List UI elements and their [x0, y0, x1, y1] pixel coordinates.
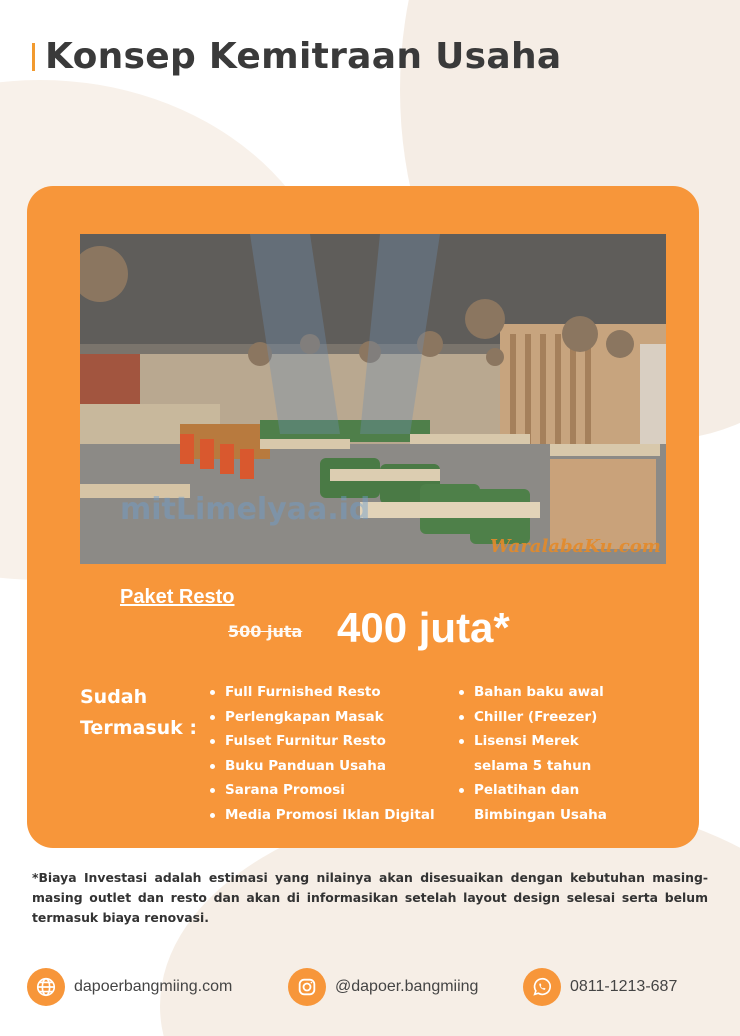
globe-icon	[27, 968, 65, 1006]
contact-whatsapp[interactable]	[523, 968, 677, 1006]
restaurant-photo	[80, 234, 666, 564]
title-accent-bar	[32, 43, 35, 71]
website-link[interactable]: dapoerbangmiing.com	[74, 978, 233, 995]
instagram-icon	[288, 968, 326, 1006]
package-name: Paket Resto	[120, 586, 235, 608]
contact-website[interactable]	[27, 968, 232, 1006]
list-item: Lisensi Merek	[457, 729, 607, 754]
included-label-line1: Sudah	[80, 686, 148, 708]
package-card	[27, 186, 699, 848]
list-item: selama 5 tahun	[474, 757, 592, 774]
new-price: 400 juta*	[337, 604, 510, 651]
instagram-handle[interactable]: @dapoer.bangmiing	[335, 978, 479, 995]
photo-watermark: WaralabaKu.com	[490, 536, 661, 557]
list-item: Bimbingan Usaha	[474, 806, 607, 823]
list-item: Full Furnished Resto	[208, 680, 435, 705]
list-item: Sarana Promosi	[208, 778, 435, 803]
included-label-line2: Termasuk :	[80, 717, 197, 739]
header	[32, 36, 562, 77]
list-item: Buku Panduan Usaha	[208, 754, 435, 779]
whatsapp-number[interactable]: 0811-1213-687	[570, 978, 678, 995]
photo-watermark: mitLimelyaa.id	[120, 492, 371, 527]
included-list-right	[457, 680, 607, 827]
page-title: Konsep Kemitraan Usaha	[45, 36, 562, 77]
contact-instagram[interactable]	[288, 968, 478, 1006]
list-item: Perlengkapan Masak	[208, 705, 435, 730]
whatsapp-icon	[523, 968, 561, 1006]
list-item: Fulset Furnitur Resto	[208, 729, 435, 754]
included-label	[80, 682, 197, 744]
old-price: 500 juta	[228, 622, 303, 641]
list-item: Pelatihan dan	[457, 778, 607, 803]
list-item: Chiller (Freezer)	[457, 705, 607, 730]
list-item: Bahan baku awal	[457, 680, 607, 705]
included-list-left	[208, 680, 435, 827]
list-item: Media Promosi Iklan Digital	[208, 803, 435, 828]
investment-note: *Biaya Investasi adalah estimasi yang nilainya akan disesuaikan dengan kebutuhan masing-masing outlet dan resto dan akan di informasikan setelah layout design selesai serta belum termasuk biaya renovasi.	[32, 870, 708, 925]
